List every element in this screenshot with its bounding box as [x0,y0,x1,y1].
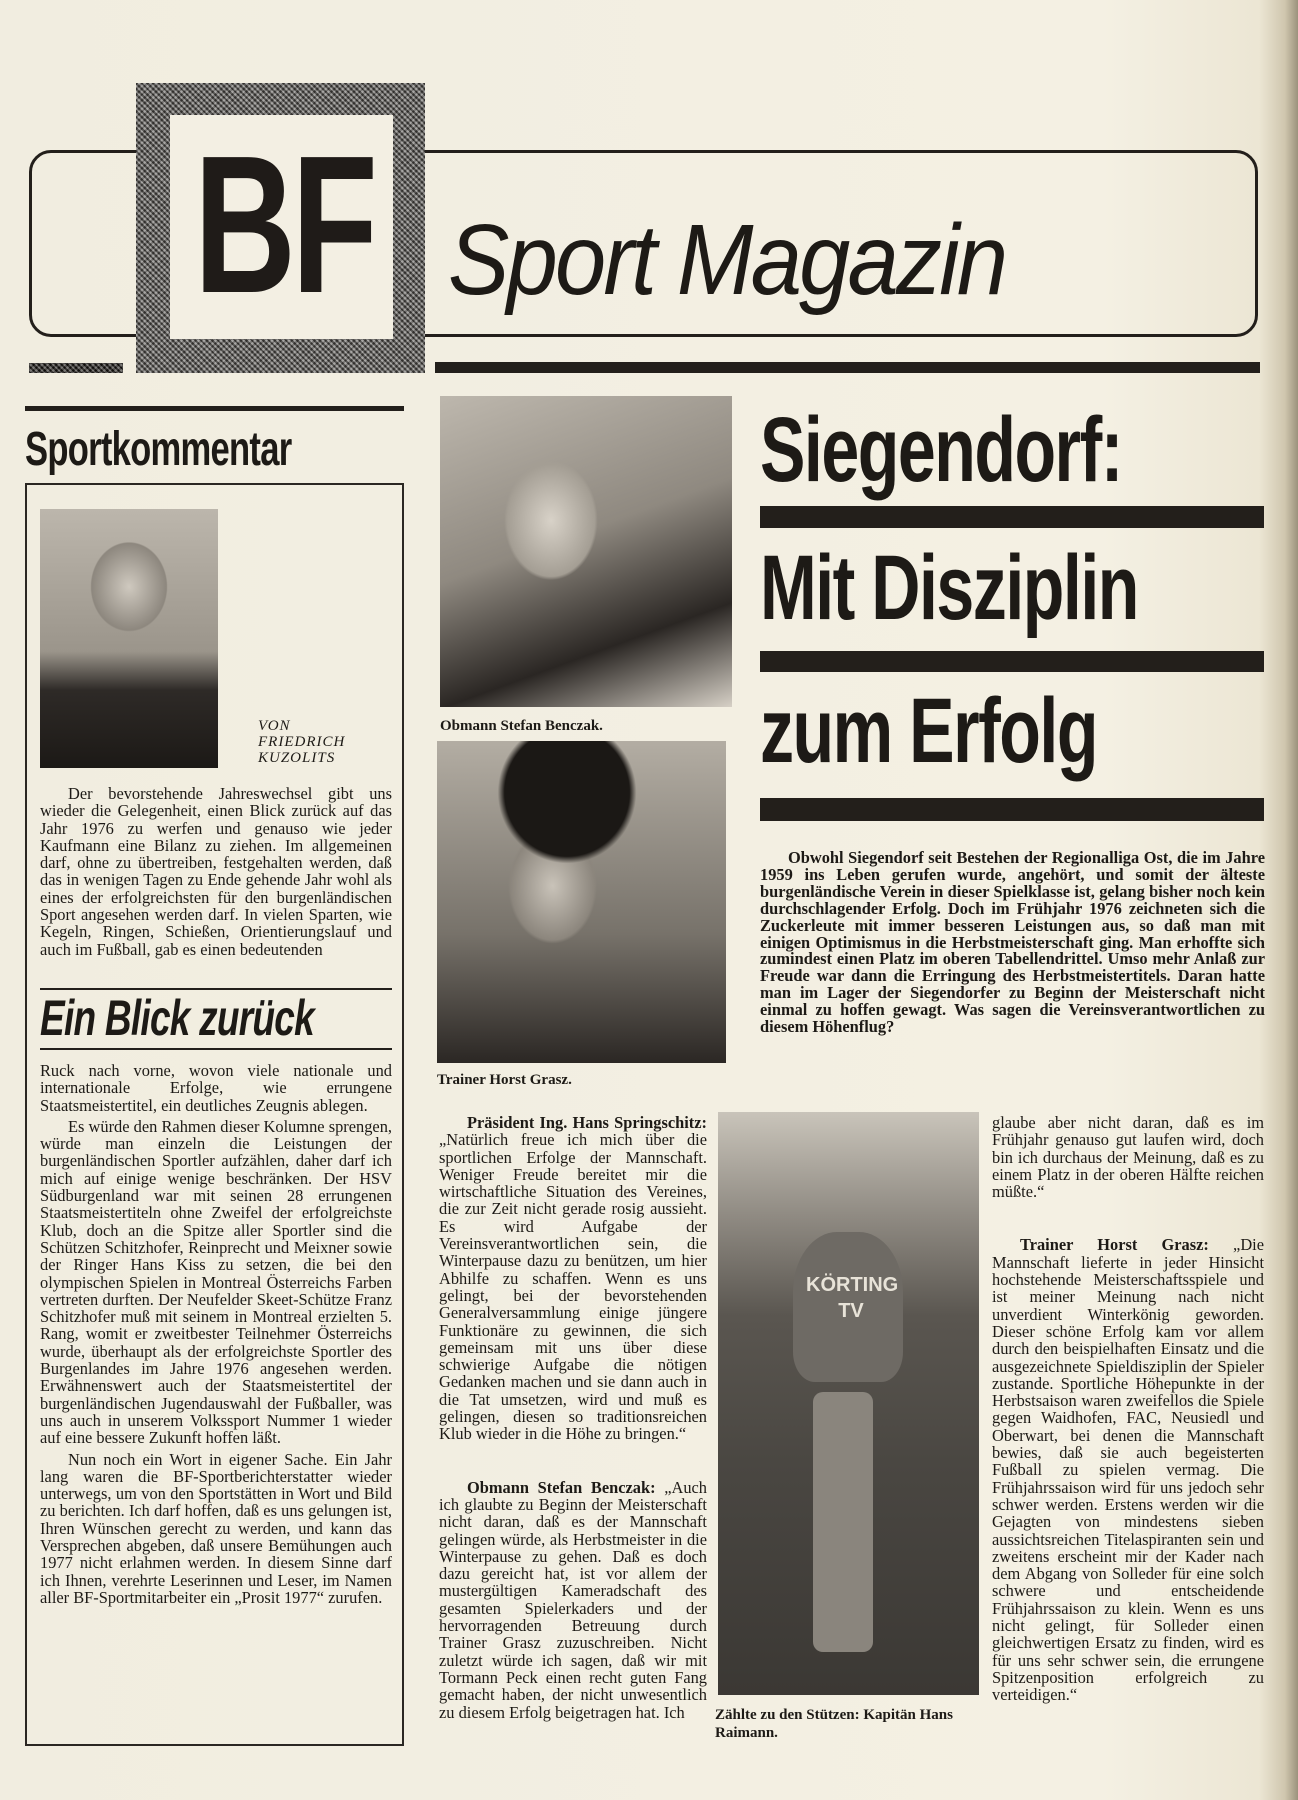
byline: VON FRIEDRICH KUZOLITS [258,718,346,766]
column-rule-top [25,406,404,411]
headline-bar-2 [760,651,1264,672]
quote-column-middle [439,1114,707,1721]
logo-text: BF [194,115,374,334]
caption-photo3: Zählte zu den Stützen: Kapitän Hans Raimann. [715,1707,953,1741]
photo-raimann [718,1112,979,1695]
quote-benczak-continued: glaube aber nicht daran, daß es im Frühjahr genauso gut laufen wird, doch bin ich durchaus der Meinung, daß es zu einem Platz in der oberen Hälfte reichen müßte.“ [992,1113,1264,1202]
section-heading: Sportkommentar [25,423,292,476]
author-photo [40,509,218,768]
jersey-text: KÖRTING TV [806,1274,899,1322]
masthead-rule-left [29,363,123,373]
quote-springschitz: Präsident Ing. Hans Springschitz: „Natürlich freue ich mich über die sportlichen Erfolge der Mannschaft. Weniger Freude bereitet mir die wirtschaftliche Situation des Vereines, die zur Zeit nicht gerade rosig aussieht. Es wird Aufgabe der Vereinsverantwortlichen sein, die Winterpause dazu zu benützen, um hier Abhilfe zu schaffen. Wenn es uns gelingt, bei der bevorstehenden Generalversammlung einige jüngere Funktionäre zu gewinnen, die sich gemeinsam mit uns über diese schwierige Aufgabe die nötigen Gedanken machen und sie dann auch in die Tat umsetzen, wird und muß es gelingen, diesen so traditionsreichen Klub wieder in die Höhe zu bringen.“ [439,1113,707,1444]
photo-grasz [437,741,726,1063]
quote-column-right [992,1114,1264,1704]
quote-grasz: Trainer Horst Grasz: „Die Mannschaft lieferte in jeder Hinsicht hochstehende Meisterschaftsspiele und ist meiner Meinung nach nicht unverdient Winterkönig geworden. Dieser schöne Erfolg kam vor allem durch den beispielhaften Einsatz und die ausgezeichnete Spieldisziplin der Spieler zustande. Sportliche Höhepunkte in der Herbstsaison waren zweifellos die Spiele gegen Waidhofen, FAC, Neusiedl und Oberwart, bei denen die Mannschaft bewies, daß sie auch begeisterten Fußball zu spielen vermag. Die Frühjahrssaison wird für uns jedoch sehr schwer werden. Erstens werden wir die Gejagten von mindestens sieben aussichtsreichen Titelaspiranten sein und zweitens erscheint mir der Kader nach dem Abgang von Solleder für eine solch schwere und entscheidende Frühjahrssaison zu klein. Wenn es uns nicht gelingt, für Solleder einen gleichwertigen Ersatz zu finden, wird es für uns sehr schwer sein, die errungene Spitzenposition erfolgreich zu verteidigen.“ [992,1235,1264,1705]
quote-benczak: Obmann Stefan Benczak: „Auch ich glaubte zu Beginn der Meisterschaft nicht daran, daß es der Mannschaft gelingen würde, als Herbstmeister in die Winterpause zu gehen. Daß es doch dazu gereicht hat, ist vor allem der mustergültigen Kameradschaft des gesamten Spielerkaders und der hervorragenden Betreuung durch Trainer Grasz zuzuschreiben. Nicht zuletzt würde ich sagen, daß wir mit Tormann Peck einen recht guten Fang gemacht haben, der nicht unwesentlich zu diesem Erfolg beigetragen hat. Ich [439,1477,707,1722]
caption-photo2: Trainer Horst Grasz. [437,1072,572,1088]
masthead-rule-right [435,362,1260,373]
headline-bar-3 [760,798,1264,821]
headline-line-3: zum Erfolg [760,680,1097,782]
player-legs [813,1392,873,1652]
caption-photo1: Obmann Stefan Benczak. [440,718,603,734]
masthead-title: Sport Magazin [448,204,1006,316]
subheading-rule-bottom [40,1048,392,1050]
article-lead: Obwohl Siegendorf seit Bestehen der Regionalliga Ost, die im Jahre 1959 ins Leben gerufen wurde, angehört, und somit der älteste burgenländische Verein in dieser Spielklasse ist, gelang bisher noch kein durchschlagender Erfolg. Doch im Frühjahr 1976 zeichneten sich die Zuckerleute mit immer besseren Leistungen aus, so daß man mit einigen Optimismus in die Herbstmeisterschaft ging. Man erhoffte sich zumindest einen Platz im oberen Tabellendrittel. Umso mehr Anlaß zur Freude war dann die Erringung des Herbstmeistertitels. Daran hatte man im Lager der Siegendorfer zu Beginn der Meisterschaft nicht einmal zu hoffen gewagt. Was sagen die Vereinsverantwortlichen zu diesem Höhenflug? [760,848,1265,1037]
commentary-subheading: Ein Blick zurück [40,990,314,1046]
commentary-intro: Der bevorstehende Jahreswechsel gibt uns wieder die Gelegenheit, einen Blick zurück auf das Jahr 1976 zu werfen und genauso wie jeder Kaufmann eine Bilanz zu ziehen. Im allgemeinen darf, ohne zu übertreiben, festgehalten werden, daß das in wenigen Tagen zu Ende gehende Jahr wohl als eines der erfolgreichsten für den burgenländischen Sport angesehen werden darf. In vielen Sparten, wie Kegeln, Ringen, Schießen, Orientierungslauf und auch im Fußball, gab es einen bedeutenden [40,784,392,959]
headline-bar-1 [760,506,1264,528]
headline-line-2: Mit Disziplin [760,537,1138,639]
photo-benczak [440,396,732,707]
commentary-body: Ruck nach vorne, wovon viele nationale und internationale Erfolge, wie errungene Staatsmeistertitel, ein deutliches Zeugnis ablegen. Es würde den Rahmen dieser Kolumne sprengen, würde man einzeln die Leistungen der burgenländischen Sportler aufzählen, daher darf ich mich auf einige wenige beschränken. Der HSV Südburgenland war mit seinen 28 errungenen Staatsmeistertiteln ohne Zweifel der erfolgreichste Klub, doch an die Spitze aller Sportler sind die Schützen Schitzhofer, Reinprecht und Meixner sowie der Ringer Hans Kiss zu setzen, die bei den olympischen Spielen in Montreal Österreichs Farben vertreten durften. Der Neufelder Skeet-Schütze Franz Schitzhofer muß mit seinem in Montreal erzielten 5. Rang, womit er zweitbester Teilnehmer Österreichs wurde, überhaupt als der erfolgreichste Sportler des Burgenlandes im Jahre 1976 angesehen werden. Erwähnenswert auch der Staatsmeistertitel der burgenländischen Jugendauswahl der Fußballer, was uns auch in unserem Volkssport Nummer 1 wieder auf eine bessere Zukunft hoffen läßt. Nun noch ein Wort in eigener Sache. Ein Jahr lang waren die BF-Sportberichterstatter wieder unterwegs, um von den Sportstätten in Wort und Bild zu berichten. Ich darf hoffen, daß es uns gelungen ist, Ihren Wünschen gerecht zu werden, und kann das Versprechen abgeben, daß unsere Bemühungen auch 1977 nicht erlahmen werden. In diesem Sinne darf ich Ihnen, verehrte Leserinnen und Leser, im Namen aller BF-Sportmitarbeiter ein „Prosit 1977“ zurufen. [40,1061,392,1607]
headline-line-1: Siegendorf: [760,399,1122,501]
logo-inner [170,115,393,339]
